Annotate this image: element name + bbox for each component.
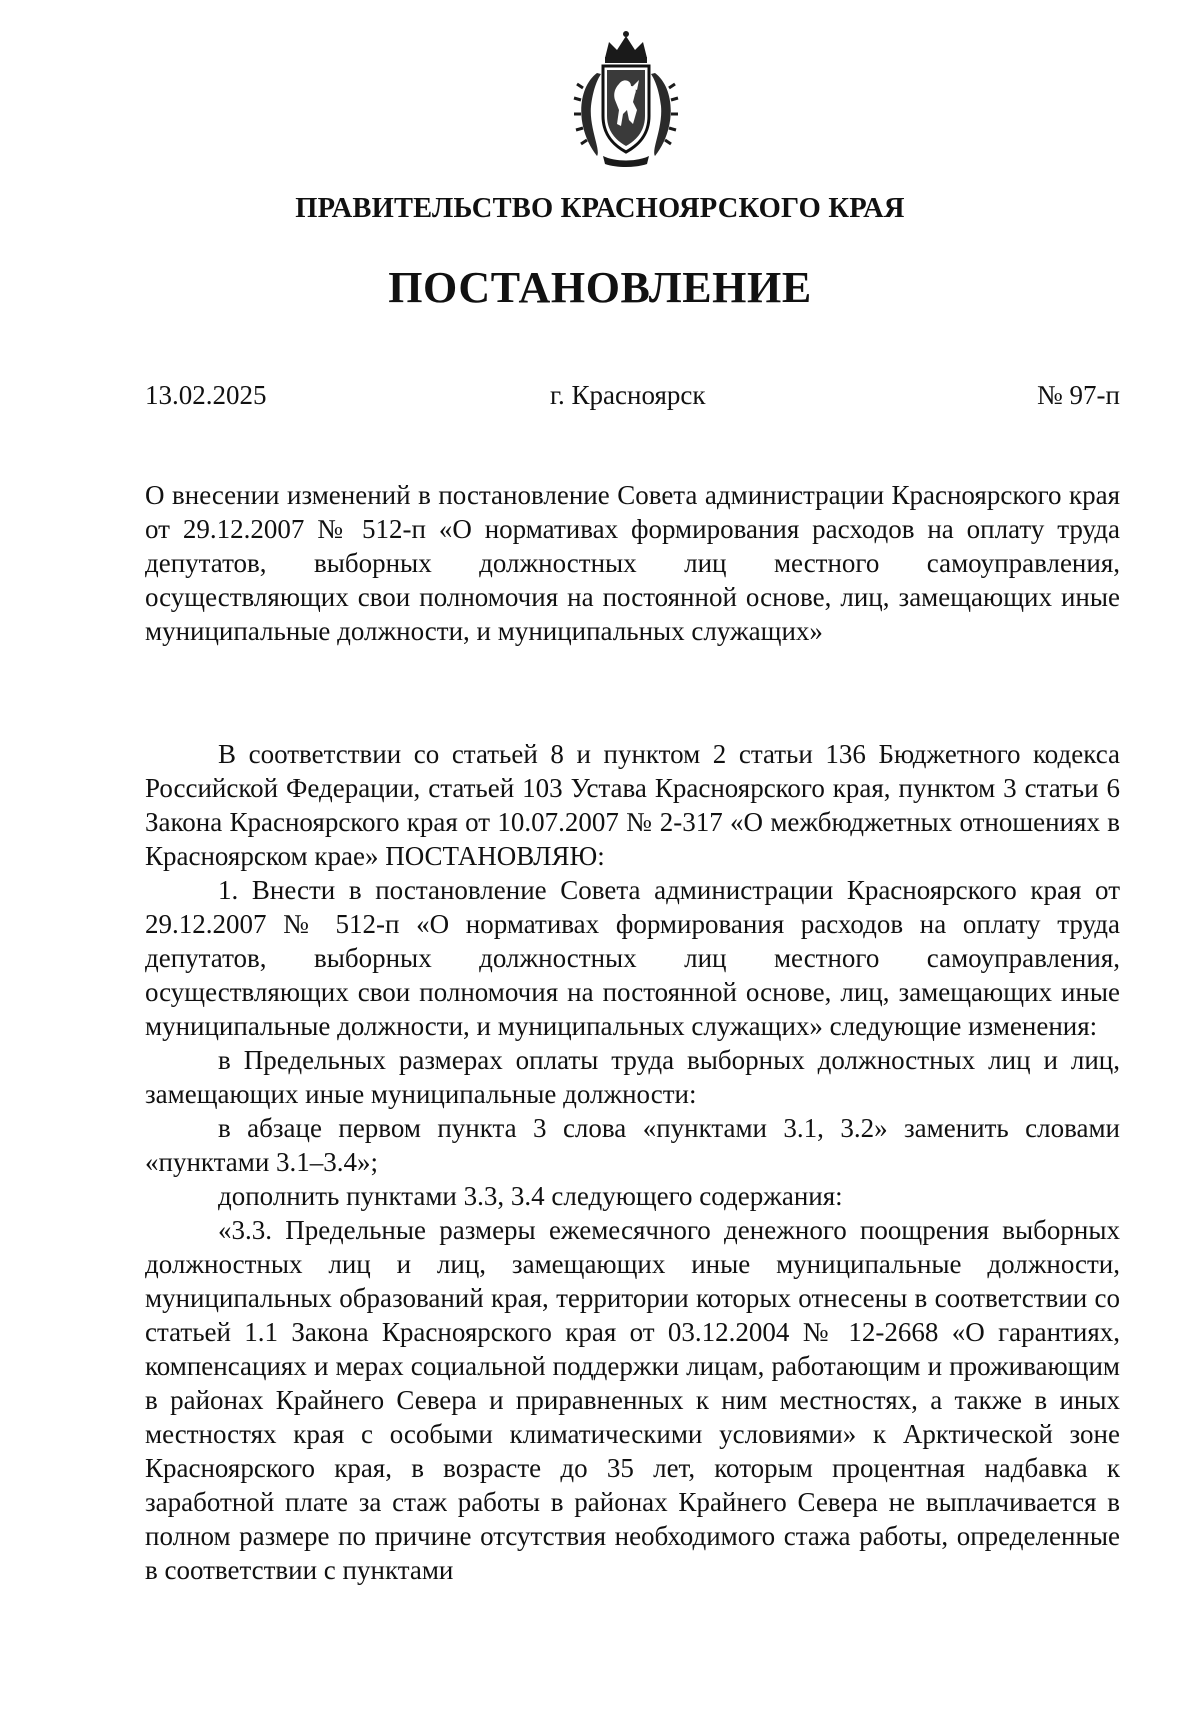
document-meta-row xyxy=(145,380,1120,416)
organization-title: ПРАВИТЕЛЬСТВО КРАСНОЯРСКОГО КРАЯ xyxy=(295,193,905,224)
body-paragraph: 1. Внести в постановление Совета администрации Красноярского края от 29.12.2007 № 512-п «О нормативах формирования расходов на оплату труда депутатов, выборных должностных лиц местного самоуправления, осуществляющих свои полномочия на постоянной основе, лиц, замещающих иные муниципальные должности, и муниципальных служащих» следующие изменения: xyxy=(145,875,1120,1041)
document-number: № 97-п xyxy=(1037,380,1120,410)
krasnoyarsk-coat-of-arms-icon xyxy=(567,28,685,168)
document-type-title: ПОСТАНОВЛЕНИЕ xyxy=(388,263,812,312)
document-date: 13.02.2025 xyxy=(145,380,267,410)
document-body xyxy=(145,737,1120,1587)
body-paragraph: В соответствии со статьей 8 и пунктом 2 статьи 136 Бюджетного кодекса Российской Федерации, статьей 103 Устава Красноярского края, пунктом 3 статьи 6 Закона Красноярского края от 10.07.2007 № 2-317 «О межбюджетных отношениях в Красноярском крае» ПОСТАНОВЛЯЮ: xyxy=(145,739,1120,871)
body-paragraph: в абзаце первом пункта 3 слова «пунктами 3.1, 3.2» заменить словами «пунктами 3.1–3.4»; xyxy=(145,1113,1120,1177)
body-paragraph: дополнить пунктами 3.3, 3.4 следующего содержания: xyxy=(218,1181,843,1211)
document-subject: О внесении изменений в постановление Совета администрации Красноярского края от 29.12.2007 № 512-п «О нормативах формирования расходов на оплату труда депутатов, выборных должностных лиц местного самоуправления, осуществляющих свои полномочия на постоянной основе, лиц, замещающих иные муниципальные должности, и муниципальных служащих» xyxy=(145,480,1120,646)
body-paragraph: в Предельных размерах оплаты труда выборных должностных лиц и лиц, замещающих иные муниципальные должности: xyxy=(145,1045,1120,1109)
body-paragraph: «3.3. Предельные размеры ежемесячного денежного поощрения выборных должностных лиц и лиц, замещающих иные муниципальные должности, муниципальных образований края, территории которых отнесены в соответствии со статьей 1.1 Закона Красноярского края от 03.12.2004 № 12-2668 «О гарантиях, компенсациях и мерах социальной поддержки лицам, работающим и проживающим в районах Крайнего Севера и приравненных к ним местностях, а также в иных местностях края с особыми климатическими условиями» к Арктической зоне Красноярского края, в возрасте до 35 лет, которым процентная надбавка к заработной плате за стаж работы в районах Крайнего Севера не выплачивается в полном размере по причине отсутствия необходимого стажа работы, определенные в соответствии с пунктами xyxy=(145,1215,1120,1585)
document-city: г. Красноярск xyxy=(550,380,706,410)
